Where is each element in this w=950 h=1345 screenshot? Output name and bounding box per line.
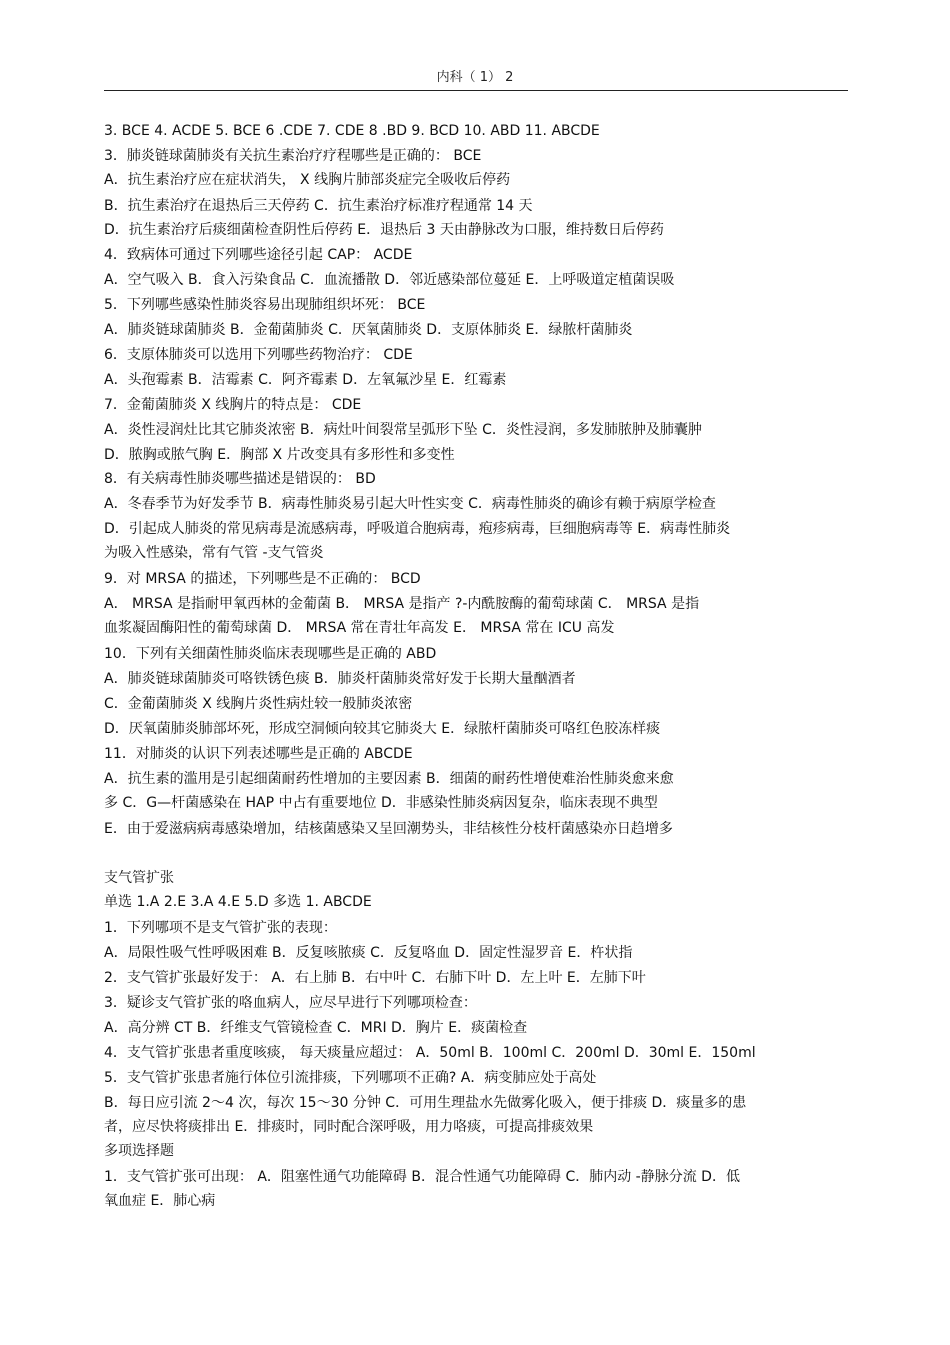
text-line: 5．下列哪些感染性肺炎容易出现肺组织坏死： BCE (104, 297, 426, 313)
text-line: E．由于爱滋病病毒感染增加，结核菌感染又呈回潮势头，非结核性分枝杆菌感染亦日趋增多 (104, 821, 673, 837)
text-line: 4．支气管扩张患者重度咳痰， 每天痰量应超过： A．50ml B．100ml C．200ml D．30ml E．150ml (104, 1045, 756, 1061)
text-line: B．抗生素治疗在退热后三天停药 C．抗生素治疗标准疗程通常 14 天 (104, 198, 533, 214)
text-line: 多项选择题 (104, 1143, 174, 1159)
text-line: 2．支气管扩张最好发于： A．右上肺 B．右中叶 C．右肺下叶 D．左上叶 E．左肺下叶 (104, 970, 646, 986)
text-line: 11．对肺炎的认识下列表述哪些是正确的 ABCDE (104, 746, 413, 762)
text-line: A．高分辨 CT B．纤维支气管镜检查 C．MRI D．胸片 E．痰菌检查 (104, 1020, 528, 1036)
text-line: A．炎性浸润灶比其它肺炎浓密 B．病灶叶间裂常呈弧形下坠 C．炎性浸润，多发肺脓肿及肺囊肿 (104, 422, 702, 438)
text-line: A．肺炎链球菌肺炎 B．金葡菌肺炎 C．厌氧菌肺炎 D．支原体肺炎 E．绿脓杆菌肺炎 (104, 322, 633, 338)
text-line: A．空气吸入 B．食入污染食品 C．血流播散 D．邻近感染部位蔓延 E．上呼吸道定植菌误吸 (104, 272, 675, 288)
text-line: D．抗生素治疗后痰细菌检查阴性后停药 E．退热后 3 天由静脉改为口服，维持数日后停药 (104, 222, 664, 238)
text-line: B．每日应引流 2～4 次，每次 15～30 分钟 C．可用生理盐水先做雾化吸入，便于排痰 D．痰量多的患 (104, 1095, 747, 1111)
text-line: 多 C．G—杆菌感染在 HAP 中占有重要地位 D．非感染性肺炎病因复杂，临床表现不典型 (104, 795, 658, 811)
text-line: A． MRSA 是指耐甲氧西林的金葡菌 B． MRSA 是指产 ?-内酰胺酶的葡萄球菌 C． MRSA 是指 (104, 596, 700, 612)
text-line: 1．支气管扩张可出现： A．阻塞性通气功能障碍 B．混合性通气功能障碍 C．肺内动 -静脉分流 D．低 (104, 1169, 740, 1185)
text-line: 支气管扩张 (104, 870, 174, 886)
text-line: 血浆凝固酶阳性的葡萄球菌 D． MRSA 常在青壮年高发 E． MRSA 常在 ICU 高发 (104, 620, 615, 636)
text-line: A．肺炎链球菌肺炎可咯铁锈色痰 B．肺炎杆菌肺炎常好发于长期大量酗酒者 (104, 671, 576, 687)
text-line: 3．疑诊支气管扩张的咯血病人，应尽早进行下列哪项检查： (104, 995, 477, 1011)
text-line: A．头孢霉素 B．洁霉素 C．阿齐霉素 D．左氧氟沙星 E．红霉素 (104, 372, 507, 388)
text-line: 7．金葡菌肺炎 X 线胸片的特点是： CDE (104, 397, 362, 413)
text-line: 8．有关病毒性肺炎哪些描述是错误的： BD (104, 471, 376, 487)
text-line: 5．支气管扩张患者施行体位引流排痰，下列哪项不正确? A．病变肺应处于高处 (104, 1070, 597, 1086)
text-line: D．引起成人肺炎的常见病毒是流感病毒，呼吸道合胞病毒，疱疹病毒，巨细胞病毒等 E．病毒性肺炎 (104, 521, 731, 537)
text-line: 为吸入性感染，常有气管 -支气管炎 (104, 545, 324, 561)
text-line: 3．肺炎链球菌肺炎有关抗生素治疗疗程哪些是正确的： BCE (104, 148, 482, 164)
text-line: A．抗生素治疗应在症状消失， X 线胸片肺部炎症完全吸收后停药 (104, 172, 511, 188)
header-rule (104, 90, 848, 91)
text-line: 10．下列有关细菌性肺炎临床表现哪些是正确的 ABD (104, 646, 437, 662)
text-line: D．厌氧菌肺炎肺部坏死，形成空洞倾向较其它肺炎大 E．绿脓杆菌肺炎可咯红色胶冻样痰 (104, 721, 661, 737)
text-line: 1．下列哪项不是支气管扩张的表现： (104, 920, 337, 936)
text-line: 4．致病体可通过下列哪些途径引起 CAP： ACDE (104, 247, 413, 263)
text-line: 9．对 MRSA 的描述，下列哪些是不正确的： BCD (104, 571, 421, 587)
text-line: A．局限性吸气性呼吸困难 B．反复咳脓痰 C．反复咯血 D．固定性湿罗音 E．杵状指 (104, 945, 633, 961)
text-line: A．抗生素的滥用是引起细菌耐药性增加的主要因素 B．细菌的耐药性增使难治性肺炎愈来愈 (104, 771, 674, 787)
text-line: 单选 1.A 2.E 3.A 4.E 5.D 多选 1. ABCDE (104, 894, 372, 910)
page-header: 内科（ 1） 2 (436, 70, 514, 85)
text-line: 6．支原体肺炎可以选用下列哪些药物治疗： CDE (104, 347, 413, 363)
text-line: D．脓胸或脓气胸 E．胸部 X 片改变具有多形性和多变性 (104, 447, 455, 463)
text-line: 者，应尽快将痰排出 E．排痰时，同时配合深呼吸，用力咯痰，可提高排痰效果 (104, 1119, 594, 1135)
text-line: A．冬春季节为好发季节 B．病毒性肺炎易引起大叶性实变 C．病毒性肺炎的确诊有赖于病原学检查 (104, 496, 716, 512)
text-line: 氧血症 E．肺心病 (104, 1193, 216, 1209)
text-line: 3. BCE 4. ACDE 5. BCE 6 .CDE 7. CDE 8 .BD 9. BCD 10. ABD 11. ABCDE (104, 123, 600, 139)
text-line: C．金葡菌肺炎 X 线胸片炎性病灶较一般肺炎浓密 (104, 696, 413, 712)
